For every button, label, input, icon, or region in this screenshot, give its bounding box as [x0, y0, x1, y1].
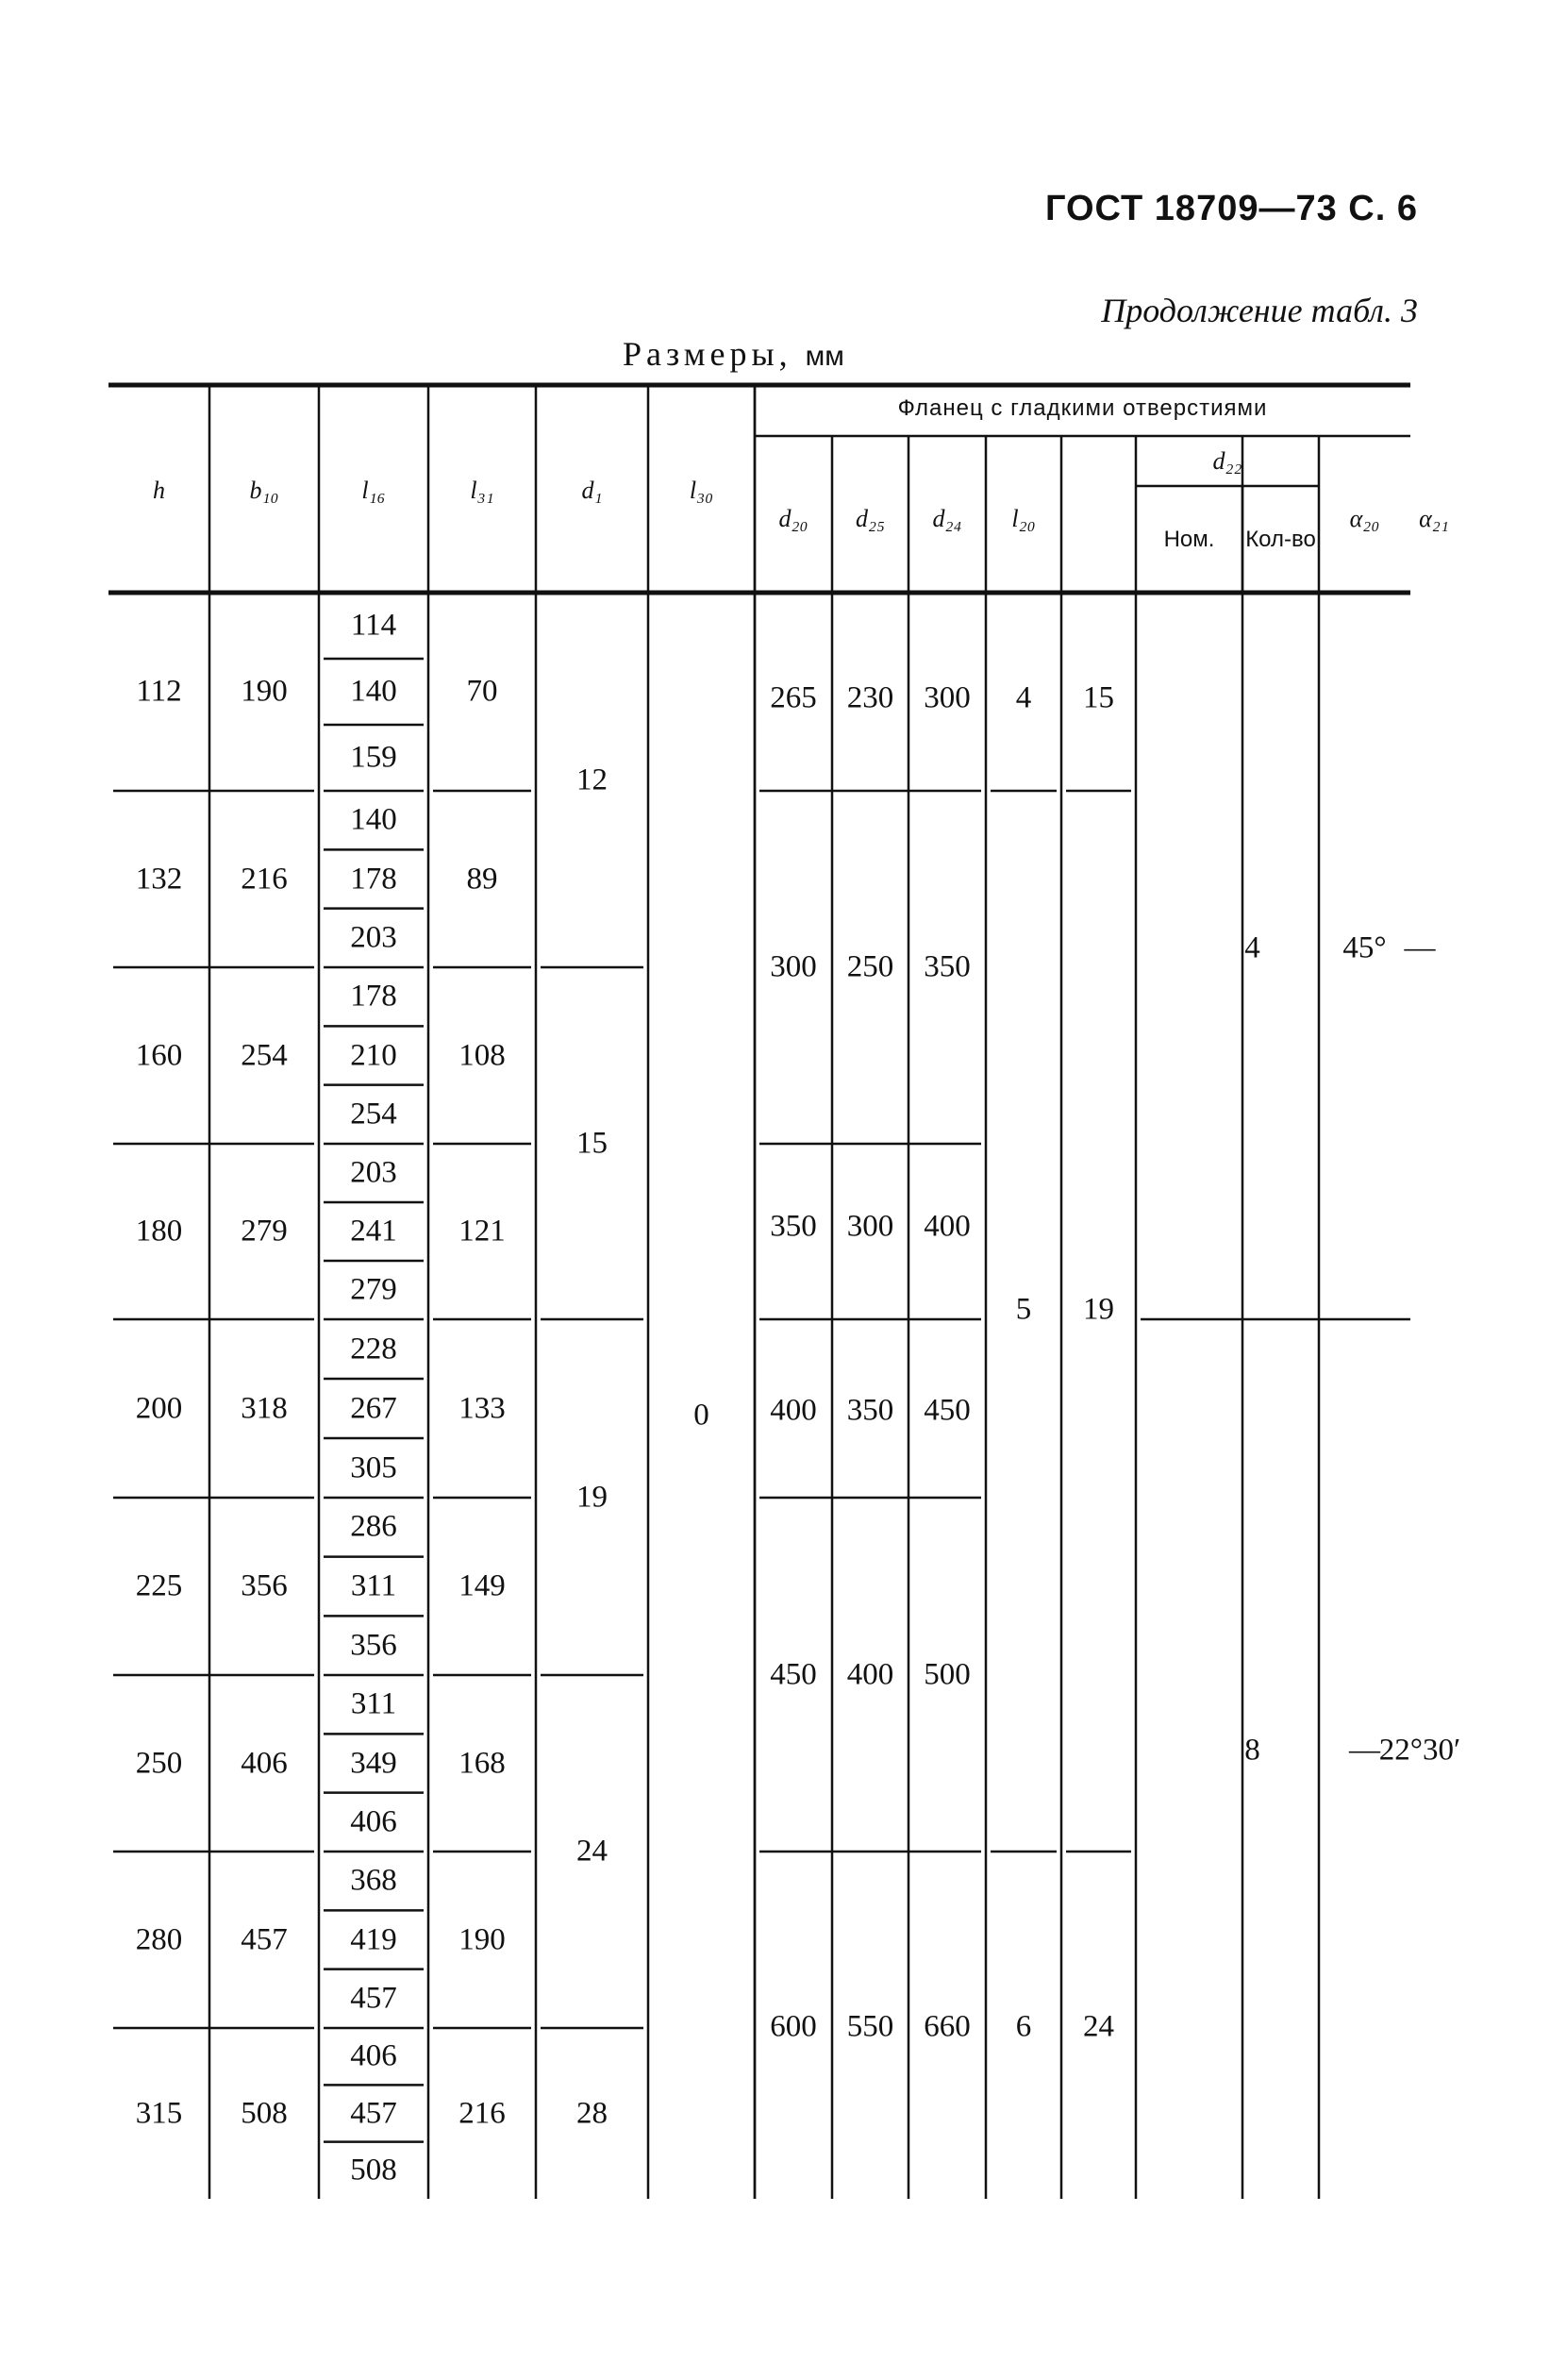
- cell-l16: 406: [350, 1804, 397, 1839]
- cell-d25: 550: [846, 2009, 894, 2044]
- col-header-l20: l₂₀: [1011, 505, 1036, 532]
- cell-l16: 159: [350, 740, 397, 775]
- cell-b10: 190: [241, 674, 288, 709]
- cell-l31: 133: [458, 1391, 506, 1425]
- cell-l20: 4: [1015, 680, 1032, 715]
- cell-l16: 279: [350, 1272, 397, 1307]
- cell-l16: 140: [350, 674, 397, 709]
- col-header-d20: d₂₀: [778, 505, 808, 532]
- cell-l16: 114: [350, 608, 397, 643]
- cell-d20: 450: [770, 1657, 817, 1692]
- cell-d20: 600: [770, 2009, 817, 2044]
- cell-l31: 121: [458, 1214, 506, 1249]
- col-header-l16: l₁₆: [361, 477, 386, 504]
- cell-h: 112: [136, 674, 182, 709]
- cell-d20: 265: [770, 680, 817, 715]
- cell-b10: 457: [241, 1922, 288, 1956]
- cell-l16: 267: [350, 1391, 397, 1425]
- cell-l31: 89: [466, 862, 498, 896]
- cell-h: 250: [135, 1746, 183, 1780]
- cell-l16: 178: [350, 862, 397, 896]
- cell-h: 315: [135, 2096, 183, 2130]
- col-header-a20: α₂₀: [1349, 505, 1380, 532]
- cell-l20: 6: [1015, 2009, 1032, 2044]
- cell-b10: 254: [241, 1038, 288, 1072]
- col-header-d1: d₁: [581, 477, 603, 504]
- cell-l31: 190: [458, 1922, 506, 1956]
- cell-l20: 5: [1015, 1292, 1032, 1327]
- cell-d25: 350: [846, 1393, 894, 1428]
- col-header-qty: Кол-во: [1245, 527, 1316, 552]
- cell-l16: 508: [350, 2153, 397, 2187]
- cell-l16: 311: [350, 1686, 397, 1721]
- cell-h: 225: [135, 1568, 183, 1603]
- cell-h: 132: [135, 862, 183, 896]
- table-continuation-label: Продолжение табл. 3: [1101, 292, 1418, 329]
- col-header-b10: b₁₀: [249, 477, 279, 504]
- cell-a21: —: [1404, 930, 1436, 965]
- cell-d20: 400: [770, 1393, 817, 1428]
- cell-l16: 419: [350, 1922, 397, 1956]
- cell-d22-nom: 24: [1083, 2009, 1114, 2044]
- cell-h: 160: [135, 1038, 183, 1072]
- cell-l31: 108: [458, 1038, 506, 1072]
- group-header-flange: Фланец с гладкими отверстиями: [897, 395, 1268, 421]
- cell-l16: 203: [350, 1155, 397, 1190]
- col-header-l30: l₃₀: [689, 477, 714, 504]
- col-header-d22: d₂₂: [1212, 447, 1242, 475]
- col-header-l31: l₃₁: [470, 477, 494, 504]
- cell-l16: 457: [350, 1981, 397, 2016]
- cell-l30: 0: [693, 1398, 709, 1433]
- cell-d24: 400: [924, 1209, 971, 1244]
- cell-d1: 15: [576, 1126, 608, 1160]
- cell-d1: 28: [576, 2096, 608, 2130]
- col-header-a21: α₂₁: [1419, 505, 1449, 532]
- col-header-h: h: [153, 477, 165, 504]
- col-header-d24: d₂₄: [932, 505, 962, 532]
- cell-d1: 19: [576, 1480, 608, 1514]
- cell-d22-qty: 8: [1244, 1733, 1260, 1768]
- cell-l16: 457: [350, 2096, 397, 2130]
- cell-d24: 660: [924, 2009, 971, 2044]
- cell-d24: 500: [924, 1657, 971, 1692]
- cell-l16: 254: [350, 1097, 397, 1131]
- cell-d20: 350: [770, 1209, 817, 1244]
- cell-d24: 450: [924, 1393, 971, 1428]
- cell-l31: 149: [458, 1568, 506, 1603]
- cell-l16: 305: [350, 1450, 397, 1484]
- cell-d22-qty: 4: [1244, 930, 1260, 965]
- cell-d22-nom: 15: [1083, 680, 1114, 715]
- cell-d25: 250: [846, 949, 894, 984]
- units-unit: мм: [805, 341, 844, 372]
- cell-l16: 368: [350, 1863, 397, 1898]
- cell-a20: 45°: [1342, 930, 1387, 965]
- cell-b10: 216: [241, 862, 288, 896]
- col-header-d25: d₂₅: [855, 505, 886, 532]
- cell-d25: 400: [846, 1657, 894, 1692]
- cell-b10: 356: [241, 1568, 288, 1603]
- units-word: Размеры,: [623, 335, 792, 373]
- cell-l16: 241: [350, 1214, 397, 1249]
- cell-l16: 286: [350, 1509, 397, 1544]
- cell-l16: 349: [350, 1746, 397, 1780]
- cell-l16: 311: [350, 1568, 397, 1603]
- cell-d24: 300: [924, 680, 971, 715]
- cell-h: 280: [135, 1922, 183, 1956]
- cell-l16: 203: [350, 920, 397, 955]
- cell-h: 200: [135, 1391, 183, 1425]
- cell-a20: —: [1349, 1733, 1380, 1768]
- cell-d25: 300: [846, 1209, 894, 1244]
- cell-l16: 210: [350, 1038, 397, 1072]
- cell-b10: 318: [241, 1391, 288, 1425]
- cell-d25: 230: [846, 680, 894, 715]
- cell-l31: 216: [458, 2096, 506, 2130]
- cell-l31: 70: [466, 674, 498, 709]
- document-header: ГОСТ 18709—73 С. 6: [1044, 189, 1418, 228]
- cell-l16: 228: [350, 1332, 397, 1366]
- cell-d20: 300: [770, 949, 817, 984]
- cell-h: 180: [135, 1214, 183, 1249]
- cell-l16: 178: [350, 979, 397, 1014]
- cell-a21: 22°30′: [1378, 1733, 1461, 1768]
- cell-l16: 140: [350, 802, 397, 837]
- cell-b10: 508: [241, 2096, 288, 2130]
- cell-l31: 168: [458, 1746, 506, 1780]
- cell-d1: 12: [576, 763, 608, 796]
- cell-l16: 406: [350, 2038, 397, 2073]
- cell-l16: 356: [350, 1628, 397, 1663]
- cell-b10: 279: [241, 1214, 288, 1249]
- cell-b10: 406: [241, 1746, 288, 1780]
- cell-d1: 24: [576, 1834, 608, 1869]
- cell-d24: 350: [924, 949, 971, 984]
- col-header-nom: Ном.: [1163, 527, 1215, 552]
- cell-d22-nom: 19: [1083, 1292, 1114, 1327]
